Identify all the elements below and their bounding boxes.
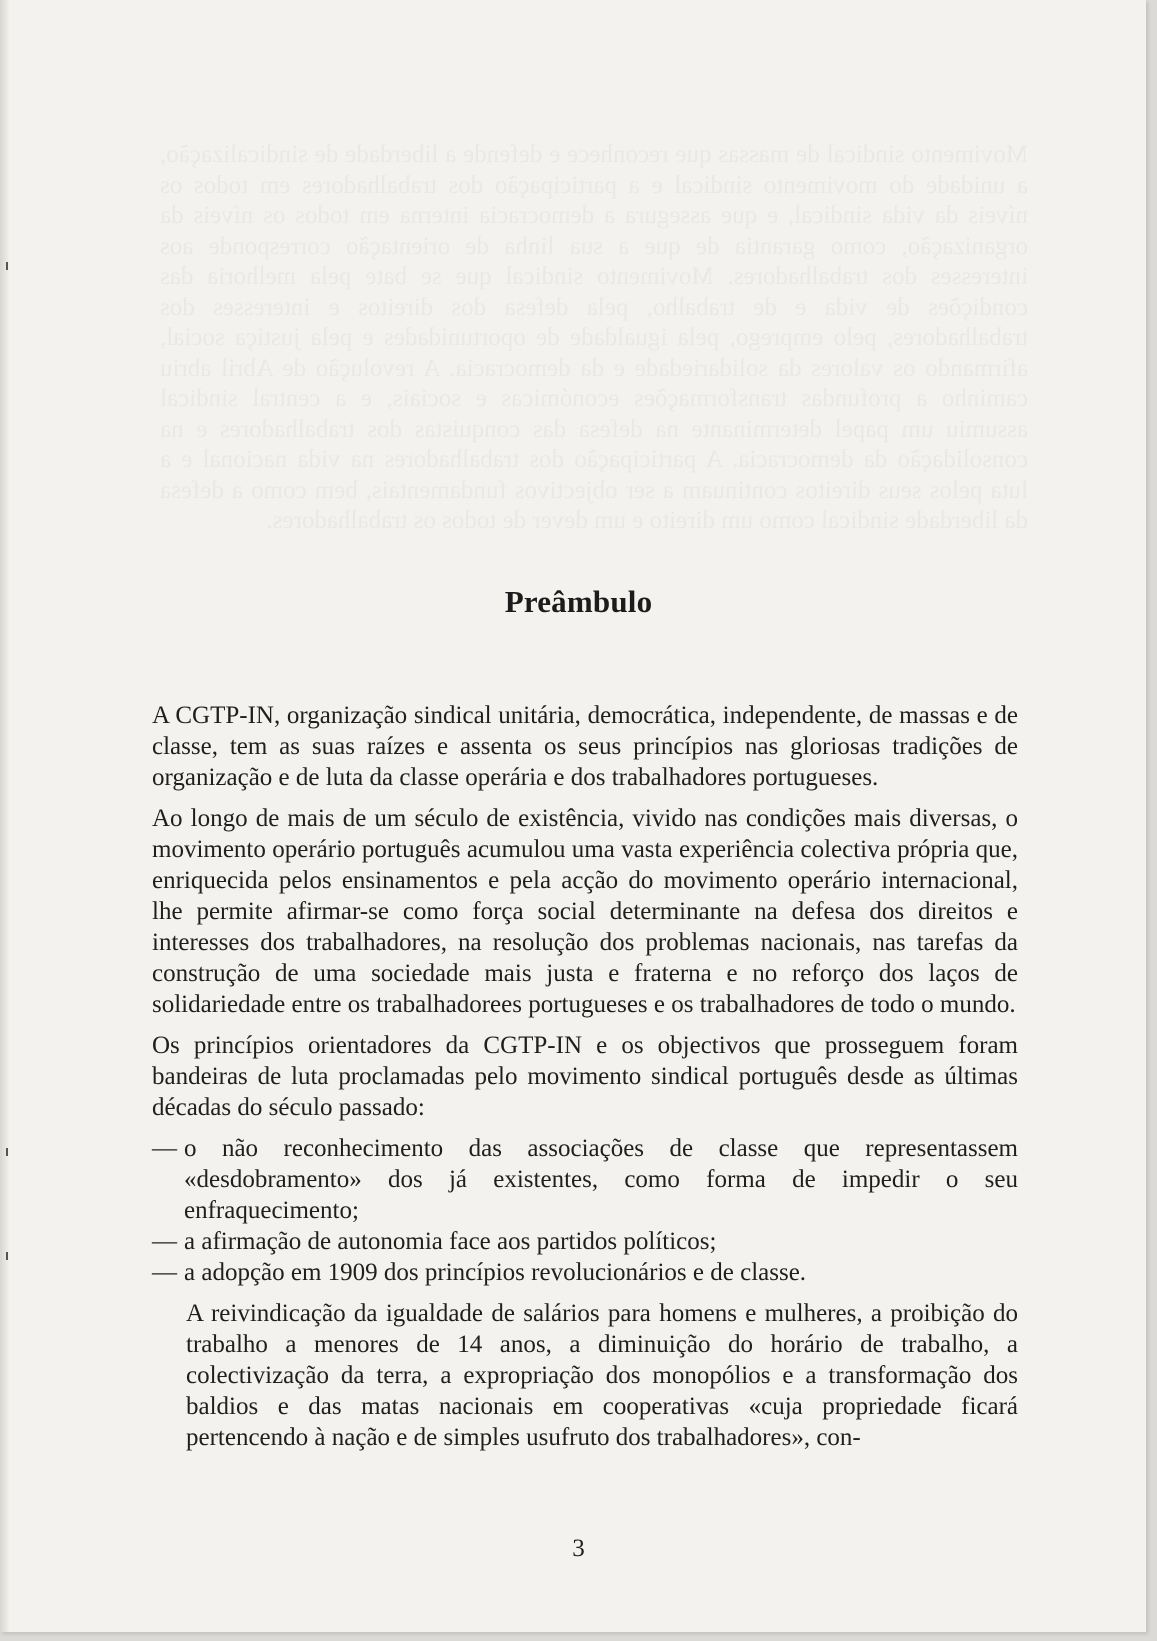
reverse-side-bleed: Movimento sindical de massas que reconhece e defende a liberdade de sindicalização, a unidade do movimento sindical e a participação dos trabalhadores em todos os níveis da vida sindical, e que assegura a democracia interna em todos os níveis da organização, como garantia de que a sua linha de orientação corresponde aos interesses dos trabalhadores. Movimento sindical que se bate pela melhoria das condições de vida e de trabalho, pela defesa dos direitos e interesses dos trabalhadores, pelo emprego, pela igualdade de oportunidades e pela justiça social, afirmando os valores da solidariedade e da democracia. A revolução de Abril abriu caminho a profundas transformações económicas e sociais, e a central sindical assumiu um papel determinante na defesa das conquistas dos trabalhadores e na consolidação da democracia. A participação dos trabalhadores na vida nacional e a luta pelos seus direitos continuam a ser objectivos fundamentais, bem como a defesa da liberdade sindical como um direito e um dever de todos os trabalhadores. <box>160 141 1028 534</box>
list-item-text: a afirmação de autonomia face aos partidos políticos; <box>184 1228 717 1255</box>
principles-list <box>152 1133 1018 1288</box>
list-item-text: o não reconhecimento das associações de classe que representassem «desdobramento» dos já existentes, como forma de impedir o seu enfraquecimento; <box>184 1135 1018 1224</box>
paragraph: Os princípios orientadores da CGTP-IN e os objectivos que prosseguem foram bandeiras de luta proclamadas pelo movimento sindical português desde as últimas décadas do século passado: <box>152 1032 1018 1121</box>
list-dash: — <box>152 1228 177 1255</box>
list-item-text: a adopção em 1909 dos princípios revolucionários e de classe. <box>184 1259 807 1286</box>
page-title: Preâmbulo <box>504 584 653 619</box>
paragraph: A CGTP-IN, organização sindical unitária, democrática, independente, de massas e de classe, tem as suas raízes e assenta os seus princípios nas gloriosas tradições de organização e de luta da classe operária e dos trabalhadores portugueses. <box>152 702 1018 791</box>
list-dash: — <box>152 1259 177 1286</box>
paragraph: Ao longo de mais de um século de existência, vivido nas condições mais diversas, o movimento operário português acumulou uma vasta experiência colectiva própria que, enriquecida pelos ensinamentos e pela acção do movimento operário internacional, lhe permite afirmar-se como força social determinante na defesa dos direitos e interesses dos trabalhadores, na resolução dos problemas nacionais, nas tarefas da construção de uma sociedade mais justa e fraterna e no reforço dos laços de solidariedade entre os trabalhadorees portugueses e os trabalhadores de todo o mundo. <box>152 805 1018 1018</box>
paragraph: A reivindicação da igualdade de salários para homens e mulheres, a proibição do trabalho a menores de 14 anos, a diminuição do horário de trabalho, a colectivização da terra, a expropriação dos monopólios e a transformação dos baldios e das matas nacionais em cooperativas «cuja propriedade ficará pertencendo à nação e de simples usufruto dos trabalhadores», con- <box>186 1300 1018 1451</box>
page-edge-shadow <box>0 0 10 1632</box>
page-number: 3 <box>572 1535 585 1562</box>
list-dash: — <box>152 1135 177 1162</box>
list-item <box>152 1226 1018 1257</box>
binding-mark <box>6 1148 8 1156</box>
list-item <box>152 1257 1018 1288</box>
binding-mark <box>6 1252 8 1260</box>
binding-mark <box>6 262 8 270</box>
list-item <box>152 1133 1018 1226</box>
body-text <box>152 700 1018 1463</box>
